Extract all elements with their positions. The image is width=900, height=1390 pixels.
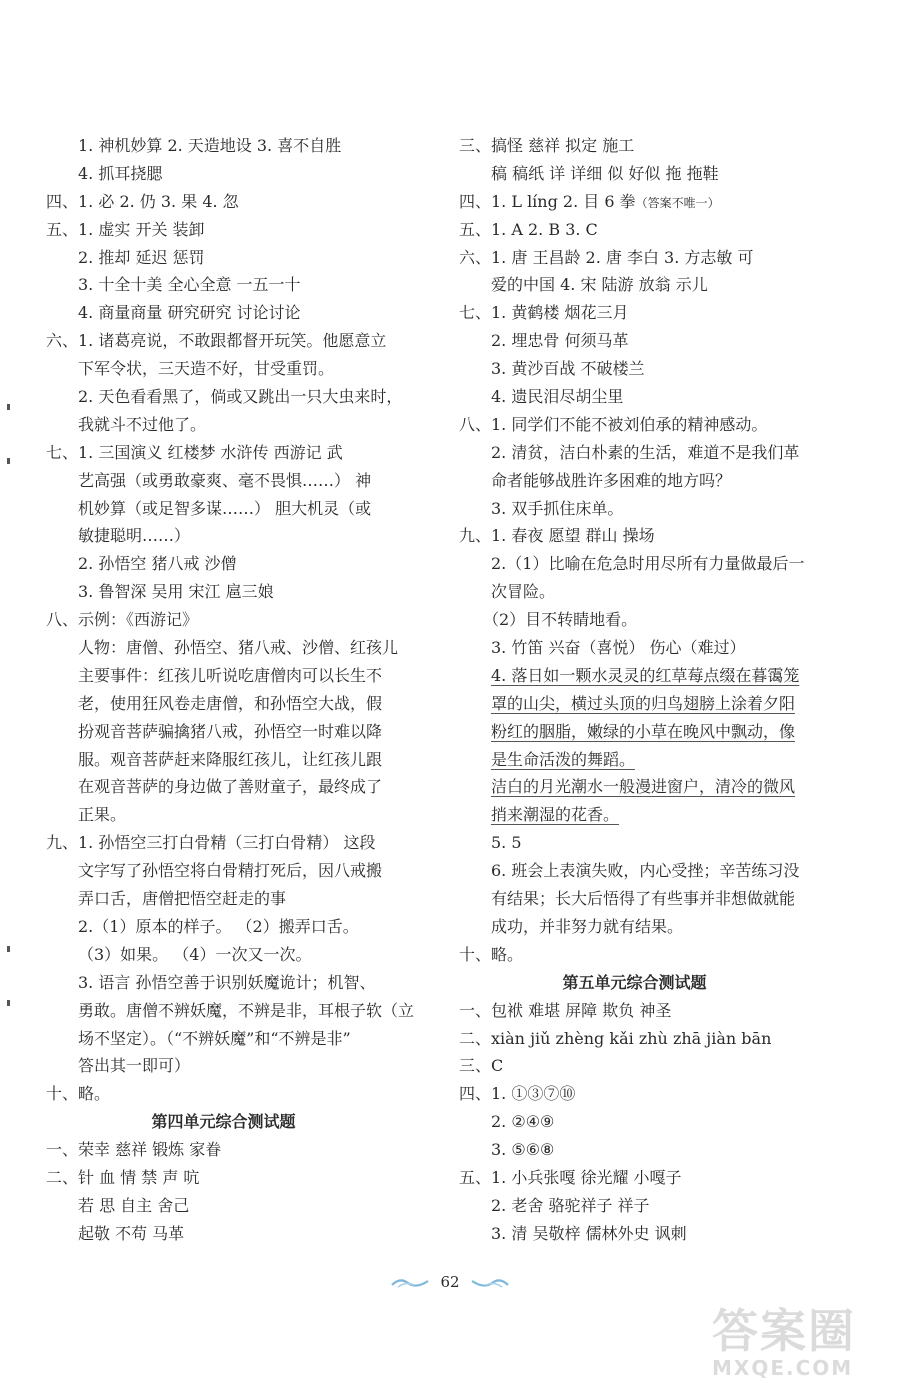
answer-line [459,383,810,411]
answer-line [459,578,810,606]
answer-text: （3）如果。 （4）一次又一次。 [78,944,312,964]
answer-text: 5. 5 [491,833,522,853]
answer-line [46,634,401,662]
answer-line [46,690,401,718]
answer-line [46,216,401,244]
answer-line [459,606,810,634]
answer-text: 2.（1）原本的样子。 （2）搬弄口舌。 [78,916,359,936]
answer-line [46,244,401,272]
answer-text: 粉红的胭脂，嫩绿的小草在晚风中飘动，像 [491,721,796,741]
answer-text: 正果。 [78,805,127,825]
answer-line [46,1080,401,1108]
answer-line [46,383,401,411]
answer-text: 我就斗不过他了。 [78,414,207,434]
answer-line [46,327,401,355]
answer-text: 4. 落日如一颗水灵灵的红草莓点缀在暮霭笼 [491,665,800,685]
answer-text: 艺高强（或勇敢豪爽、毫不畏惧……） 神 [78,470,372,490]
page-footer [0,1273,900,1291]
answer-text: 四、1. L líng 2. 目 6 拳 [459,191,636,211]
answer-line [459,467,810,495]
answer-line [459,690,810,718]
answer-line [459,495,810,523]
answer-line [459,299,810,327]
answer-line [46,1164,401,1192]
answer-line [46,941,401,969]
answer-text: 3. 十全十美 全心全意 一五一十 [78,275,301,295]
answer-line [459,746,810,774]
answer-text: 四、1. 必 2. 仍 3. 果 4. 忽 [46,191,239,211]
answer-line [459,1136,810,1164]
answer-line [459,244,810,272]
answer-text: 2.（1）比喻在危急时用尽所有力量做最后一 [491,554,805,574]
answer-line [459,216,810,244]
answer-text: 4. 商量商量 研究研究 讨论讨论 [78,303,301,323]
answer-line [459,1192,810,1220]
answer-text: 下军令状，三天造不好，甘受重罚。 [78,359,335,379]
answer-text: 九、1. 春夜 愿望 群山 操场 [459,526,655,546]
answer-text: 二、针 血 情 禁 声 吭 [46,1167,200,1187]
answer-text: 4. 抓耳挠腮 [78,163,163,183]
answer-line [46,411,401,439]
answer-line [46,969,401,997]
answer-line [46,299,401,327]
watermark-title: 答案圈 [712,1304,856,1358]
answer-text: 起敬 不苟 马革 [78,1223,185,1243]
answer-line [459,355,810,383]
answer-text: 人物：唐僧、孙悟空、猪八戒、沙僧、红孩儿 [78,638,399,658]
wave-ornament-left-icon [390,1277,430,1289]
answer-line [46,801,401,829]
answer-text: 罩的山尖，横过头顶的归鸟翅膀上涂着夕阳 [491,693,796,713]
answer-line [459,1025,810,1053]
answer-text: 是生命活泼的舞蹈。 [491,749,636,769]
answer-line [46,132,401,160]
answer-text: 次冒险。 [491,582,556,602]
answer-text: 六、1. 诸葛亮说，不敢跟都督开玩笑。他愿意立 [46,331,387,351]
answer-line [46,578,401,606]
answer-text: 6. 班会上表演失败，内心受挫；辛苦练习没 [491,861,800,881]
answer-text: 爱的中国 4. 宋 陆游 放翁 示儿 [491,275,708,295]
answer-text: 扮观音菩萨骗擒猪八戒，孙悟空一时难以降 [78,721,383,741]
answer-line [459,662,810,690]
answer-text: 有结果；长大后悟得了有些事并非想做就能 [491,889,796,909]
answer-text: 八、1. 同学们不能不被刘伯承的精神感动。 [459,414,768,434]
answer-text: 3. 清 吴敬梓 儒林外史 讽刺 [491,1223,687,1243]
answer-text: 3. 黄沙百战 不破楼兰 [491,359,645,379]
answer-line [459,913,810,941]
answer-line [459,411,810,439]
answer-text: 2. 老舍 骆驼祥子 祥子 [491,1195,650,1215]
answer-text: 八、示例：《西游记》 [46,610,199,630]
answer-line [459,997,810,1025]
answer-text: 文字写了孙悟空将白骨精打死后，因八戒搬 [78,861,383,881]
answer-line [459,829,810,857]
answer-text: 3. 鲁智深 吴用 宋江 扈三娘 [78,582,274,602]
answer-line [459,1220,810,1248]
answer-line [459,1052,810,1080]
answer-line [459,188,810,216]
answer-line [459,857,810,885]
answer-line [459,941,810,969]
answer-text: 第四单元综合测试题 [151,1112,296,1132]
right-answer-column [459,132,810,1248]
answer-text: 2. 天色看看黑了，倘或又跳出一只大虫来时， [78,387,403,407]
margin-mark [7,458,10,464]
answer-text: 机妙算（或足智多谋……） 胆大机灵（或 [78,498,372,518]
answer-text: 洁白的月光潮水一般漫进窗户，清冷的微风 [491,777,796,797]
answer-text: 五、1. A 2. B 3. C [459,219,598,239]
answer-text: 第五单元综合测试题 [562,972,707,992]
answer-line [46,355,401,383]
answer-line [46,1052,401,1080]
answer-text: 六、1. 唐 王昌龄 2. 唐 李白 3. 方志敏 可 [459,247,754,267]
answer-text: 2. ②④⑨ [491,1112,555,1132]
answer-text: 1. 神机妙算 2. 天造地设 3. 喜不自胜 [78,136,342,155]
answer-text: （2）目不转睛地看。 [483,610,638,630]
answer-line [459,1164,810,1192]
answer-line [46,467,401,495]
section-heading [459,969,810,997]
answer-line [46,522,401,550]
answer-text: 4. 遗民泪尽胡尘里 [491,387,624,407]
answer-line [459,439,810,467]
answer-text: 主要事件：红孩儿听说吃唐僧肉可以长生不 [78,665,383,685]
answer-text: 七、1. 黄鹤楼 烟花三月 [459,303,629,323]
answer-text: 七、1. 三国演义 红楼梦 水浒传 西游记 武 [46,442,343,462]
answer-text: 在观音菩萨的身边做了善财童子，最终成了 [78,777,383,797]
answer-text: 2. 埋忠骨 何须马革 [491,331,629,351]
answer-text: 敏捷聪明……） [78,526,191,546]
answer-text: 命者能够战胜许多困难的地方吗？ [491,470,732,490]
answer-line [46,606,401,634]
answer-text: 勇敢。唐僧不辨妖魔，不辨是非，耳根子软（立 [78,1000,415,1020]
answer-line [46,1136,401,1164]
answer-text: 2. 推却 延迟 惩罚 [78,247,205,267]
answer-text: 稿 稿纸 详 详细 似 好似 拖 拖鞋 [491,163,719,183]
watermark-logo [712,1306,898,1388]
page-number: 62 [440,1273,460,1291]
answer-line [46,829,401,857]
answer-text: 3. 语言 孙悟空善于识别妖魔诡计；机智、 [78,972,376,992]
answer-text: 场不坚定）。（“不辨妖魔”和“不辨是非” [78,1028,351,1048]
answer-line [46,746,401,774]
section-heading [46,1108,401,1136]
answer-text: 若 思 自主 舍己 [78,1195,190,1215]
answer-text: 十、略。 [46,1084,111,1104]
answer-line [459,522,810,550]
margin-mark [7,946,10,952]
answer-text: 九、1. 孙悟空三打白骨精（三打白骨精） 这段 [46,833,376,853]
answer-line [459,801,810,829]
answer-text: 五、1. 虚实 开关 装卸 [46,219,205,239]
answer-line [46,550,401,578]
answer-line [459,1108,810,1136]
answer-line [46,1025,401,1053]
answer-line [459,885,810,913]
answer-text: 3. 双手抓住床单。 [491,498,624,518]
answer-text: 弄口舌，唐僧把悟空赶走的事 [78,889,287,909]
wave-ornament-right-icon [470,1277,510,1289]
answer-text: 3. ⑤⑥⑧ [491,1140,555,1160]
answer-text: 答出其一即可） [78,1056,191,1076]
answer-line [46,913,401,941]
answer-line [459,718,810,746]
answer-note: （答案不唯一） [635,195,720,210]
answer-text: 三、搞怪 慈祥 拟定 施工 [459,136,635,155]
answer-line [46,773,401,801]
answer-line [459,634,810,662]
answer-text: 成功，并非努力就有结果。 [491,916,684,936]
answer-text: 老，使用狂风卷走唐僧，和孙悟空大战，假 [78,693,383,713]
answer-line [46,1220,401,1248]
answer-text: 十、略。 [459,944,524,964]
watermark-url: MXQE.COM [712,1356,854,1380]
left-answer-column [46,132,415,1248]
answer-line [459,160,810,188]
answer-line [46,271,401,299]
answer-text: 三、C [459,1056,504,1076]
answer-text: 服。观音菩萨赶来降服红孩儿，让红孩儿跟 [78,749,383,769]
answer-text: 五、1. 小兵张嘎 徐光耀 小嘎子 [459,1167,682,1187]
answer-line [46,160,401,188]
answer-line [459,550,810,578]
answer-text: 3. 竹笛 兴奋（喜悦） 伤心（难过） [491,638,746,658]
answer-line [46,662,401,690]
answer-line [46,495,401,523]
margin-mark [7,404,10,410]
answer-line [459,773,810,801]
answer-text: 2. 清贫，洁白朴素的生活，难道不是我们革 [491,442,800,462]
answer-line [46,997,415,1025]
answer-text: 捎来潮湿的花香。 [491,805,620,825]
answer-line [46,885,401,913]
margin-mark [7,1000,10,1006]
answer-line [46,188,401,216]
answer-line [459,327,810,355]
answer-line [46,1192,401,1220]
answer-line [459,132,810,160]
answer-line [459,271,810,299]
answer-line [459,1080,810,1108]
answer-line [46,439,401,467]
answer-text: 一、荣幸 慈祥 锻炼 家眷 [46,1140,222,1160]
answer-text: 二、xiàn jiǔ zhèng kǎi zhù zhā jiàn bān [459,1028,772,1048]
answer-line [46,718,401,746]
answer-text: 一、包袱 难堪 屏障 欺负 神圣 [459,1000,672,1020]
answer-text: 四、1. ①③⑦⑩ [459,1084,576,1104]
answer-line [46,857,401,885]
answer-text: 2. 孙悟空 猪八戒 沙僧 [78,554,237,574]
